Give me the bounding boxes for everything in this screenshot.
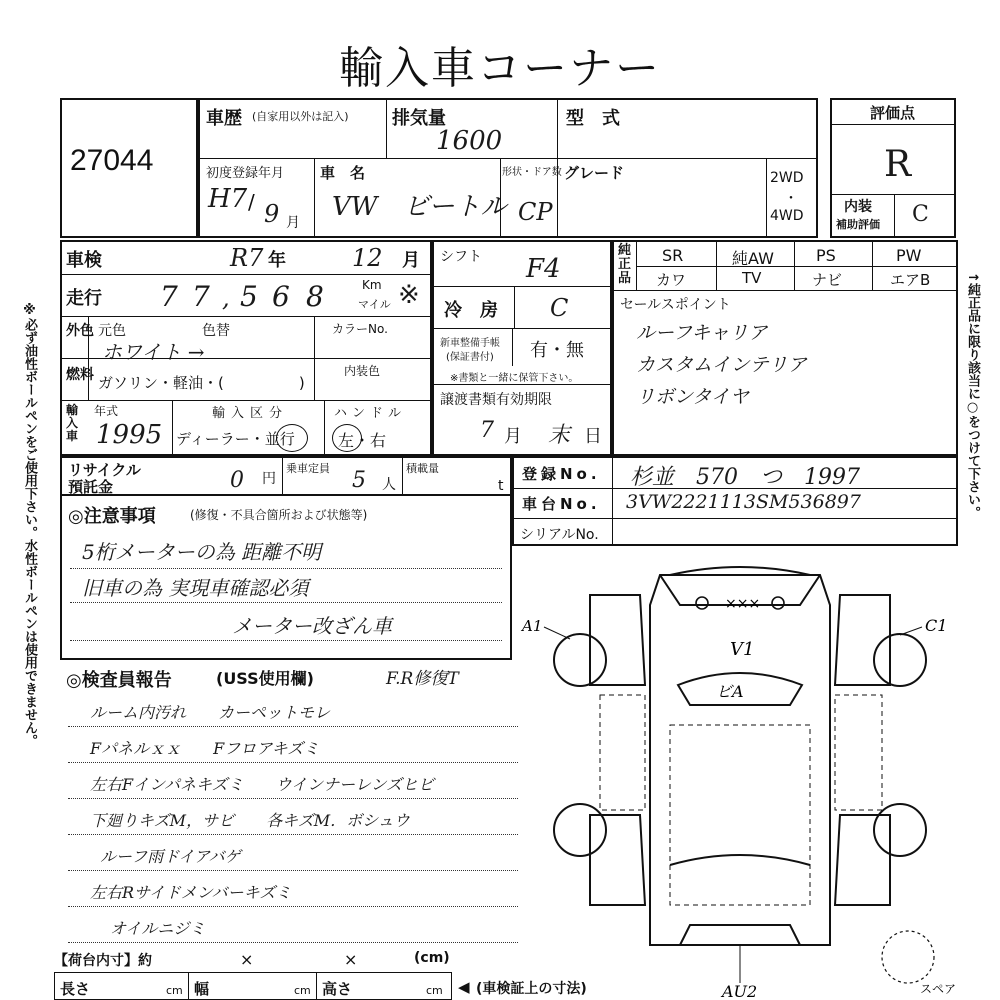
score-box (830, 98, 956, 238)
left-handle-circle (332, 424, 362, 452)
doc-month-unit: 月 (504, 426, 522, 447)
ac-label: 冷 房 (444, 300, 498, 321)
diagram-label-v1: V1 (730, 639, 755, 660)
cargo-width-cm: cm (294, 984, 311, 997)
displacement-value: 1600 (436, 126, 503, 156)
diagram-label-a1: A1 (522, 617, 543, 635)
note-line: 5桁メーターの為 距離不明 (82, 540, 322, 564)
import-label: 輸入車 (66, 403, 79, 443)
manual-label-1: 新車整備手帳 (440, 338, 500, 349)
diagram-label-u: ビA (716, 682, 744, 701)
drive-4wd: 4WD (770, 208, 804, 224)
shape-value: CP (518, 198, 553, 226)
sales-point-3: リボンタイヤ (636, 386, 749, 408)
capacity-label: 乗車定員 (286, 462, 330, 475)
orig-color-label: 元色 (98, 323, 126, 339)
import-year-value: 1995 (96, 420, 163, 450)
diagram-label-spare: スペア (920, 982, 957, 996)
doc-day: 末 (548, 423, 571, 448)
cargo-length-cm: cm (166, 984, 183, 997)
doc-month: 7 (480, 418, 494, 443)
manual-value: 有・無 (530, 340, 584, 361)
first-reg-label: 初度登録年月 (206, 166, 285, 181)
inspector-line: ルーフ雨ドイアバゲ (100, 847, 241, 866)
recycle-box (60, 456, 512, 496)
cargo-unit: (cm) (414, 950, 450, 966)
equipment-box (612, 240, 958, 456)
equip-tv: TV (742, 269, 762, 287)
mileage-digit: 7 (192, 280, 210, 313)
dealer-parallel-circle (276, 424, 308, 452)
score-value: R (884, 144, 912, 185)
fuel-label: 燃料 (66, 367, 94, 383)
ext-color-label: 外色 (66, 323, 94, 339)
inspector-section (60, 660, 530, 950)
displacement-label: 排気量 (392, 108, 446, 129)
car-name-value: VW ビートル (332, 192, 507, 222)
manual-note: ※書類と一緒に保管下さい。 (450, 373, 579, 384)
recycle-label-1: リサイクル (68, 461, 141, 479)
svg-text:×××: ××× (725, 596, 761, 612)
mileage-digit: 8 (306, 280, 324, 313)
mileage-unit-km: Km (362, 278, 382, 292)
mileage-digit: , (222, 284, 230, 312)
reg-label: 登録No. (522, 465, 601, 483)
cargo-arrow: ◀ (458, 978, 470, 996)
inspector-line: 左右Rサイドメンバーキズミ (90, 883, 292, 902)
drive-dot: ・ (784, 191, 798, 207)
equip-leather: カワ (656, 271, 687, 289)
mileage-label: 走行 (66, 288, 102, 309)
handle-label: ハンドル (334, 406, 407, 421)
cargo-width-label: 幅 (194, 980, 210, 998)
inspector-header-note: F.R修復T (386, 669, 459, 689)
car-name-label: 車 名 (320, 164, 366, 182)
equip-aw: 純AW (732, 249, 774, 268)
cargo-section (54, 948, 654, 998)
diagram-label-au2: AU2 (722, 982, 758, 1000)
cargo-label: 【荷台内寸】約 (54, 953, 152, 969)
cargo-x2: × (344, 950, 358, 969)
serial-label: シリアルNo. (520, 527, 599, 543)
recycle-label-2: 預託金 (68, 478, 114, 496)
handle-value: 左・右 (338, 431, 387, 450)
left-side-note: ※必ず油性ボールペンをご使用下さい。水性ボールペンは使用できません。 (22, 303, 37, 747)
note-line: 旧車の為 実現車確認必須 (82, 576, 309, 600)
first-reg-year: H7 (208, 184, 248, 214)
inspector-line: ルーム内汚れ カーペットモレ (90, 703, 331, 722)
shaken-year-unit: 年 (268, 250, 286, 271)
equip-airbag: エアB (890, 271, 931, 289)
registration-box (512, 456, 958, 546)
right-side-note: ↑純正品に限り該当に○をつけて下さい。 (965, 271, 980, 519)
cargo-height-cm: cm (426, 984, 443, 997)
shaken-label: 車検 (66, 250, 102, 271)
inspector-sub: (USS使用欄) (216, 669, 314, 688)
mileage-mark: ※ (398, 280, 420, 310)
capacity-unit: 人 (382, 477, 396, 493)
equip-navi: ナビ (812, 271, 843, 289)
page-title: 輸入車コーナー (339, 43, 661, 94)
sales-point-label: セールスポイント (620, 297, 731, 313)
history-note: (自家用以外は記入) (252, 110, 349, 123)
manual-label-2: (保証書付) (446, 352, 494, 363)
inspector-line: 下廻りキズM，サビ 各キズM．ボシュウ (90, 811, 410, 830)
mileage-digit: 7 (160, 280, 178, 313)
mileage-unit-mile: マイル (358, 298, 391, 311)
fuel-value: ガソリン・軽油・( ) (98, 374, 305, 392)
shaken-year: R7 (230, 244, 264, 272)
inspector-line: 左右Fインパネキズミ ウインナーレンズヒビ (90, 775, 434, 794)
first-reg-month-unit: 月 (286, 215, 300, 231)
ac-value: C (550, 294, 569, 322)
diagram-label-c1: C1 (925, 616, 948, 635)
change-color-label: 色替 (202, 323, 230, 339)
interior-sub: 補助評価 (836, 218, 880, 231)
chassis-value: 3VW2221113SM536897 (626, 491, 861, 513)
cargo-x1: × (240, 950, 254, 969)
mileage-digit: 5 (240, 280, 258, 313)
shaken-month: 12 (352, 244, 383, 272)
cargo-note: (車検証上の寸法) (476, 981, 587, 997)
color-value: ホワイト → (102, 340, 205, 364)
import-type-label: 輸入区分 (212, 406, 289, 421)
lot-number: 27044 (70, 144, 154, 177)
lot-number-box (60, 98, 198, 238)
equip-sr: SR (662, 246, 684, 265)
notes-box (60, 496, 512, 660)
cargo-height-label: 高さ (322, 980, 353, 998)
inspector-line: Fパネルｘｘ Fフロアキズミ (90, 739, 320, 758)
interior-value: C (912, 202, 929, 227)
vehicle-spec-grid (60, 240, 432, 456)
load-label: 積載量 (406, 462, 439, 475)
capacity-value: 5 (352, 468, 366, 493)
recycle-value: 0 (230, 468, 244, 493)
genuine-label: 純正品 (618, 243, 632, 286)
import-year-label: 年式 (94, 404, 119, 418)
equip-pw: PW (896, 246, 922, 265)
doc-label: 譲渡書類有効期限 (440, 392, 552, 408)
sales-point-1: ルーフキャリア (636, 322, 768, 344)
shift-value: F4 (526, 254, 561, 284)
equip-ps: PS (816, 246, 836, 265)
grade-label: グレード (564, 164, 625, 182)
sales-point-2: カスタムインテリア (636, 354, 807, 376)
shape-label: 形状・ドア数 (502, 167, 562, 178)
manual-yes-circle (526, 334, 554, 362)
shaken-month-unit: 月 (402, 250, 420, 271)
inspector-label: ◎検査員報告 (66, 670, 172, 691)
interior-label: 内装 (844, 199, 872, 215)
import-type-value: ディーラー・並行 (176, 430, 295, 448)
notes-sub: (修復・不具合箇所および状態等) (190, 508, 368, 522)
notes-label: ◎注意事項 (68, 506, 156, 527)
history-label: 車歴 (206, 108, 242, 129)
drive-2wd: 2WD (770, 170, 804, 186)
inspector-line: オイルニジミ (110, 919, 206, 938)
load-unit: t (498, 478, 504, 494)
interior-color-label: 内装色 (344, 364, 381, 378)
top-info-grid: 車歴 (自家用以外は記入) 排気量 1600 型 式 初度登録年月 H7 / 9 月 車 名 VW ビートル 形状・ドア数 CP グレード 2WD ・ 4WD (198, 98, 818, 238)
first-reg-month: 9 (264, 200, 280, 228)
mileage-digit: 6 (272, 280, 290, 313)
shift-label: シフト (440, 249, 482, 265)
doc-day-unit: 日 (584, 426, 602, 447)
model-label: 型 式 (566, 108, 620, 129)
chassis-label: 車台No. (522, 495, 601, 513)
shift-ac-column (432, 240, 612, 456)
cargo-length-label: 長さ (60, 980, 91, 998)
reg-value: 杉並 570 つ 1997 (630, 465, 860, 490)
recycle-unit: 円 (262, 471, 276, 487)
score-label: 評価点 (870, 104, 916, 122)
color-no-label: カラーNo. (332, 322, 388, 336)
note-line: メーター改ざん車 (232, 614, 392, 638)
cargo-dims-box (54, 972, 452, 1000)
